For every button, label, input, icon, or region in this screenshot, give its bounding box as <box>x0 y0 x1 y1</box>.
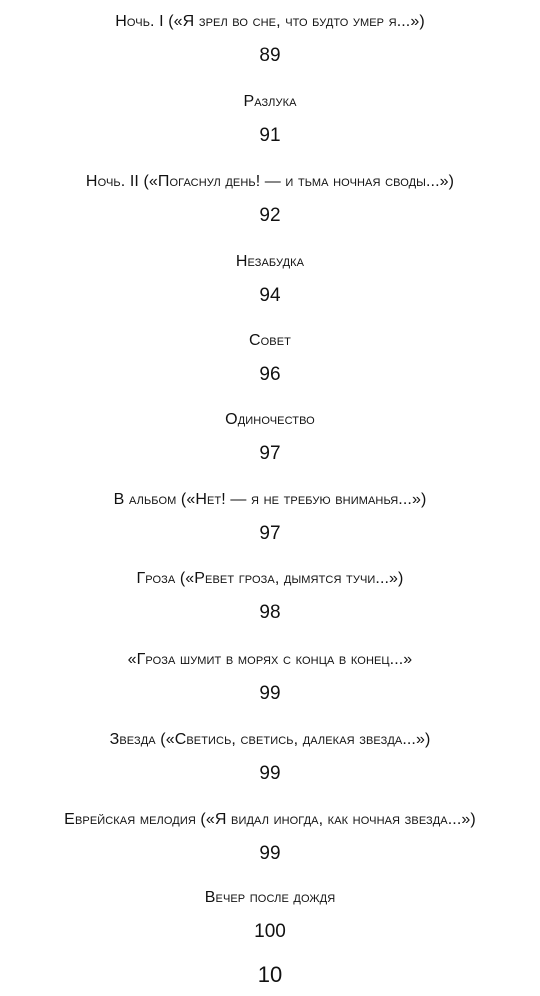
toc-entry-page: 97 <box>259 523 281 544</box>
toc-entry <box>0 888 540 943</box>
toc-entry-page: 100 <box>254 921 286 942</box>
toc-entry-title: Одиночество <box>225 411 315 428</box>
toc-entry-title: Ночь. I («Я зрел во сне, что будто умер я...») <box>115 13 425 30</box>
toc-entry-title: Разлука <box>243 93 297 110</box>
toc-entry-title: Звезда («Светись, светись, далекая звезда...») <box>109 731 431 748</box>
toc-entry <box>0 810 540 865</box>
toc-entry <box>0 410 540 465</box>
toc-entry <box>0 172 540 227</box>
toc-entry-page: 99 <box>259 683 281 704</box>
toc-entry <box>0 252 540 307</box>
toc-entry-title: Незабудка <box>235 253 305 270</box>
toc-entry-page: 94 <box>259 285 281 306</box>
toc-entry-page: 99 <box>259 843 281 864</box>
toc-entry-title: Еврейская мелодия («Я видал иногда, как ночная звезда...») <box>64 811 476 828</box>
toc-entry-page: 96 <box>259 364 281 385</box>
toc-entry-page: 97 <box>259 443 281 464</box>
toc-entry <box>0 92 540 147</box>
toc-entry-page: 99 <box>259 763 281 784</box>
toc-entry-title: Совет <box>248 332 291 349</box>
toc-entry <box>0 490 540 545</box>
toc-entry <box>0 650 540 705</box>
toc-entry <box>0 730 540 785</box>
toc-entry-page: 98 <box>259 602 281 623</box>
toc-entry <box>0 569 540 624</box>
page-number: 10 <box>257 962 283 987</box>
toc-entry-title: Гроза («Ревет гроза, дымятся тучи...») <box>136 570 404 587</box>
toc-entry-page: 91 <box>259 125 281 146</box>
toc-entry-title: Вечер после дождя <box>204 889 336 906</box>
toc-entry-title: Ночь. II («Погаснул день! — и тьма ночная своды...») <box>85 173 455 190</box>
toc-entry-page: 89 <box>259 45 281 66</box>
toc-entry <box>0 331 540 386</box>
toc-entry <box>0 12 540 67</box>
toc-entry-title: В альбом («Нет! — я не требую вниманья...») <box>113 491 427 508</box>
toc-entry-title: «Гроза шумит в морях с конца в конец...» <box>127 651 413 668</box>
toc-entry-page: 92 <box>259 205 281 226</box>
